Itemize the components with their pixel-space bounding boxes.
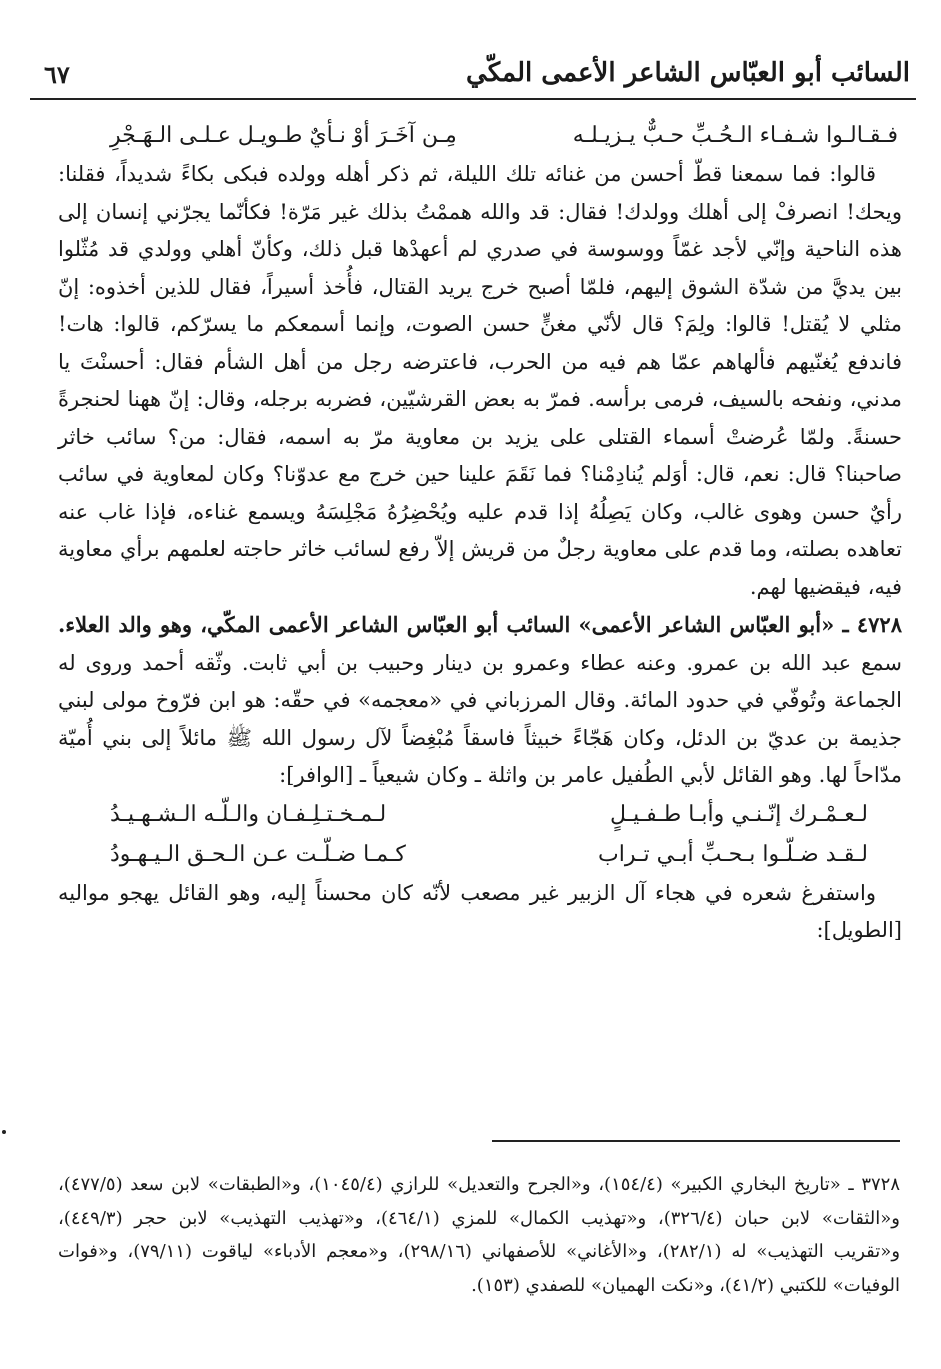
verse-line <box>58 795 902 835</box>
page-header <box>30 58 916 100</box>
verse-hemistich-left: كـمـا ضـلّـت عـن الـحـق الـيـهـودُ <box>110 841 406 867</box>
verse-hemistich-left: لـمـخـتـلِـفـان والـلّـه الـشـهـيـدُ <box>110 801 387 827</box>
verse-hemistich-right: لـقـد ضـلّـوا بـحـبِّ أبـي تـراب <box>598 841 868 867</box>
footnote: ٣٧٢٨ ـ «تاريخ البخاري الكبير» (١٥٤/٤)، و«الجرح والتعديل» للرازي (١٠٤٥/٤)، و«الطبقات» لابن سعد (٤٧٧/٥)، و«الثقات» لابن حبان (٣٢٦/٤)، و«تهذيب الكمال» للمزي (٤٦٤/١)، و«تهذيب التهذيب» لابن حجر (٤٤٩/٣)، و«تقريب التهذيب» له (٢٨٢/١)، و«الأغاني» للأصفهاني (٢٩٨/١٦)، و«معجم الأدباء» لياقوت (٧٩/١١)، و«فوات الوفيات» للكتبي (٤١/٢)، و«نكت الهميان» للصفدي (١٥٣). <box>58 1174 901 1296</box>
entry-text: سمع عبد الله بن عمرو. وعنه عطاء وعمرو بن دينار وحبيب بن أبي ثابت. وثّقه أحمد وروى له الجماعة وتُوفّي في حدود المائة. وقال المرزباني في «معجمه» في حقّه: هو ابن فرّوخ مولى لبني جذيمة بن عديّ بن الدئل، وكان هَجّاءً خبيثاً فاسقاً مُبْغِضاً لآل رسول الله ﷺ مائلاً إلى بني أُميّة مدّاحاً لها. وهو القائل لأبي الطُفيل عامر بن واثلة ـ وكان شيعياً ـ [الوافر]: <box>58 650 902 787</box>
verse-line <box>58 835 902 875</box>
running-title: السائب أبو العبّاس الشاعر الأعمى المكّي <box>466 58 910 88</box>
page-number: ٦٧ <box>44 60 70 89</box>
verse-line <box>58 116 902 156</box>
narrative-paragraph: قالوا: فما سمعنا قطّ أحسن من غنائه تلك الليلة، ثم ذكر أهله وولده فبكى بكاءً شديداً، فقلنا: ويحك! انصرفْ إلى أهلك وولدك! فقال: قد والله هممْتُ بذلك غير مَرّة! فكأنّما يجرّني إنسان إلى هذه الناحية وإنّي لأجد غمّاً ووسوسة في صدري لم أعهدْها قبل ذلك، وكأنّ أهلي وولدي قد مُثّلوا بين يديَّ من شدّة الشوق إليهم، فلمّا أصبح خرج يريد القتال، فأُخذ أسيراً، فقال للذين أخذوه: إنّ مثلي لا يُقتل! قالوا: ولِمَ؟ قال لأنّي مغنٍّ حسن الصوت، وإنما أسمعكم ما يسرّكم، قالوا: هات! فاندفع يُغنّيهم فألهاهم عمّا هم فيه من الحرب، فاعترضه رجل من أهل الشأم فقال: أحسنْتَ يا مدني، ونفحه بالسيف، فرمى برأسه. فمرّ به بعض القرشيّين، فضربه برجله، وقال: إنّ ههنا لحنجرةً حسنةً. ولمّا عُرضتْ أسماء القتلى على يزيد بن معاوية مرّ به اسمه، فقال: من؟ سائب خاثر صاحبنا؟ قال: نعم، قال: أوَلم يُنادِمْنا؟ فما نَقَمَ علينا حين خرج مع عدوّنا؟ وكان لمعاوية في سائب رأيٌ حسن وهوى غالب، وكان يَصِلُهُ إذا قدم عليه ويُحْضِرُهُ مَجْلِسَهُ ويسمع غناءه، فإذا غاب عنه تعاهده بصلته، وما قدم على معاوية رجلٌ من قريش إلاّ رفع لسائب خاثر حاجته لعلمهم برأي معاوية فيه، فيقضيها لهم. <box>58 162 902 599</box>
biography-entry <box>58 606 902 795</box>
scan-speck <box>2 1130 6 1134</box>
verse-hemistich-right: لـعـمْـرك إنّـنـي وأبـا طـفـيـلٍ <box>609 801 868 827</box>
entry-title: ٤٧٢٨ ـ «أبو العبّاس الشاعر الأعمى» السائب أبو العبّاس الشاعر الأعمى المكّي، وهو والد العلاء. <box>58 612 902 637</box>
verse-hemistich-right: فـقـالـوا شـفـاء الـحُـبِّ حـبٌّ يـزيـلـه <box>572 123 898 148</box>
main-text <box>58 116 902 950</box>
footnote-divider <box>492 1140 900 1142</box>
closing-paragraph: واستفرغ شعره في هجاء آل الزبير غير مصعب لأنّه كان محسناً إليه، وهو القائل يهجو مواليه [الطويل]: <box>58 880 902 942</box>
verse-hemistich-left: مِـن آخَـرَ أوْ نـأيٌ طـويـل عـلـى الـهَـجْرِ <box>110 123 457 148</box>
